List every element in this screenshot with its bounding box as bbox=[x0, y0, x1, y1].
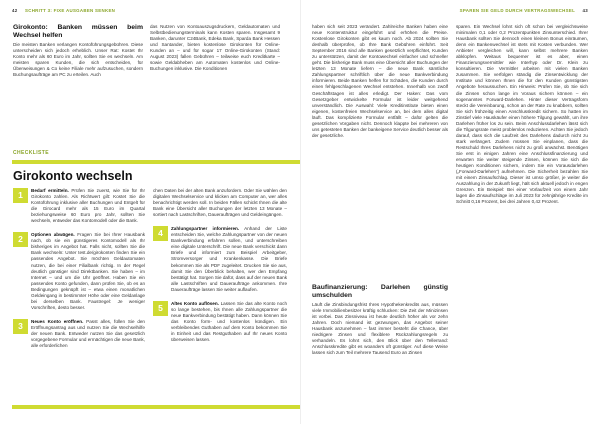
section-body: Läuft die Zinsbindungsfrist Ihres Hypothekenkredits aus, müssen viele Immobilienbesitzer kräftig schlucken: Die Zeit der Minizinsen ist vorbei. Das Zinsniveau ist heute deutlich höher als vor zehn Jahren. Doch niemand ist gezwungen, das Angebot seiner Hausbank anzunehmen – fast immer besteht die Chance, über niedrigere Zinsen und flexiblere Rückzahlungsregeln zu verhandeln. Es lohnt sich, den Blick über den Tellerrand: Anschlusskredite gibt es woanders oft günstiger. Auf diese Weise lassen sich zum Teil mehrere Tausend Euro an Zinsen bbox=[312, 302, 448, 356]
checklist-step bbox=[13, 232, 145, 311]
left-running-title: SCHRITT 3: FIXE AUSGABEN SENKEN bbox=[25, 8, 116, 13]
section-girokonto-intro bbox=[13, 24, 143, 146]
step-lead: Optionen abwägen. bbox=[31, 232, 75, 238]
checklist-bottom-bar bbox=[12, 405, 300, 409]
checklist-step-continued bbox=[153, 188, 287, 218]
checklist-step bbox=[13, 188, 145, 224]
step-text: Fragen Sie bei Ihrer Hausbank nach, ob sie ein günstigeres Kontomodell als Ihr bisheriges im Angebot hat. Falls nicht, sollten Sie die Bank wechseln: Unter test.de/girokonten finden Sie ein passendes Angebot. Sie möchten Geldautomaten nutzen, die bei einer Filialbank richtig. In der Regel deutlich günstiger sind Direktbanken. Sie haben – im Internet – und um die Uhr geöffnet. Haben Sie ein passendes Konto gefunden, dann prüfen Sie, ob es an Bedingungen geknüpft ist – etwa einen monatlichen Geldeingang in bestimmter Höhe oder eine Geldanlage bei derselben Bank. Faustregel: Je weniger Vorschriften, desto besser. bbox=[31, 232, 145, 310]
section-kontowechsel-law bbox=[312, 24, 448, 276]
section-baufinanzierung-continued bbox=[456, 24, 588, 416]
right-running-title: SPAREN SIE GELD DURCH VERTRAGSWECHSEL bbox=[459, 8, 575, 13]
step-number-badge: 2 bbox=[13, 232, 28, 247]
checklist-label: CHECKLISTE bbox=[13, 150, 49, 156]
step-number-badge: 5 bbox=[153, 301, 168, 316]
right-page-number: 43 bbox=[582, 8, 588, 13]
checklist-title: Girokonto wechseln bbox=[13, 169, 133, 183]
step-lead: Neues Konto eröffnen. bbox=[31, 318, 84, 324]
section-heading: Girokonto: Banken müssen beim Wechsel helfen bbox=[13, 24, 143, 39]
right-page-header bbox=[460, 8, 588, 13]
checklist-step bbox=[153, 301, 287, 343]
section-body: Die meisten Banken verlangen Kontoführungsgebühren. Diese unterscheiden sich jedoch erheblich. Unser Rat: Kostet Ihr Konto mehr als 60 Euro im Jahr, sollten Sie es wechseln. Am meisten sparen Kunden, die sich entscheiden, für Überweisungen & Co keine Filiale mehr aufzusuchen, sondern Buchungsaufträge am PC zu erteilen. Auch bbox=[13, 42, 143, 78]
checklist-column-left bbox=[13, 188, 145, 400]
page-gutter bbox=[300, 0, 301, 424]
step-text: Lassen Sie das alte Konto noch so lange bestehen, bis Ihnen alle Zahlungspartner die neue Bankverbindung bestätigt haben. Dann können Sie das Konto form- und kostenlos kündigen. Ein verbleibendes Guthaben auf dem Konto bekommen Sie in Einheit und das Restguthaben auf Ihr neues Konto überweisen lassen. bbox=[171, 300, 287, 343]
step-text: chen Daten bei der alten Bank anzufordern. Oder Sie wählen den digitalen Wechselservice und klicken am Computer an, wer alles benachrichtigt werden soll. In beiden Fällen schickt Ihnen die alte Bank eine Übersicht aller Buchungen der letzten 13 Monate – sortiert nach Lastschriften, Daueraufträgen und Geldeingängen. bbox=[153, 188, 287, 218]
step-lead: Zahlungspartner informieren. bbox=[171, 226, 240, 232]
step-lead: Bedarf ermitteln. bbox=[31, 188, 69, 193]
section-body: sparen. Ein Wechsel lohnt sich oft schon bei vergleichsweise minimalen 0,1 oder 0,2 Prozentpunkten Zinsunterschied. Ihrer Hausbank sollten Sie dennoch einen kleinen Bonus einräumen, denn ein Bankenwechsel ist stets mit Kosten verbunden. Wer Anbieter vergleichen will, kann selbst mehrere Banken abklopfen. Weitaus bequemer ist es aber, einen Finanzierungsvermittler wie Interhyp oder Dr. Klein zu konsultieren. Die Vermittler arbeiten mit vielen Banken zusammen. Sie verfolgen ständig die Zinsentwicklung der Institute und können Ihnen die für den Kunden günstigsten Angebote heraussuchen. Ein Hinweis: Prüfen Sie, ob Sie sich die Zinsen schon lange im Voraus sichern können – ein sogenanntes Forward-Darlehen. Hinter dieser Vertragsform steckt die Vereinbarung, schon an der Rate zu knabbern, sollten Sie sich frühzeitig einen Anschlusskredit sichern. So hatten im Zinstief viele Hauskäufer einen höhere Tilgung gewählt, um ihre Darlehen früher los zu sein. Beim Anschlussdarlehen lässt sich die Tilgungsrate meist problemlos reduzieren. Achten Sie jedoch darauf, dass sich die Laufzeit des Darlehens dadurch nicht zu stark verlängert. Zudem müssen Sie einplanen, dass die Restschuld Ihres Darlehens nicht zu groß anwächst. Benötigen Sie erst in einigen Jahren eine Anschlussfinanzierung und erwarten Sie weiter steigende Zinsen, können Sie sich die heutigen Konditionen sichern, indem Sie ein Vorausdarlehen („Forward-Darlehen“) aufnehmen. Die Sicherheit bezahlen Sie mit einem Zinsaufschlag. Dieser ist umso größer, je weiter die Auszahlung in der Zukunft liegt, hält sich aktuell jedoch in engen Grenzen. Ein Beispiel: Bei einer Vorlaufzeit von einem Jahr lagen die Zinsaufschläge im Juli 2023 für zehnjährige Kredite im Schnitt 0,16 Prozent, bei drei Jahren 0,42 Prozent. bbox=[456, 24, 588, 205]
step-number-badge: 1 bbox=[13, 188, 28, 203]
step-number-badge: 3 bbox=[13, 319, 28, 334]
section-body: haben sich seit 2023 verändert. Zahlreiche Banken haben eine neue Kontenstruktur eingeführt und erhöhen die Preise. Kostenlose Girokonten gibt es kaum noch. Ab 2024 sollten Sie deshalb überprüfen, ob Ihre Bank Gebühren einführt. Seit September 2016 sind alle Banken gesetzlich verpflichtet, Kunden zu unterstützen, damit der Kontowechsel einfacher und schneller geht. Die bisherige Bank muss eine Übersicht aller Buchungen der letzten 13 Monate liefern – die neue Bank sämtliche Zahlungspartner schriftlich über die neue Bankverbindung informieren. Beide Banken helfen für Schäden, die Kunden durch einen fehlgeschlagenen Wechsel entstehen. Innerhalb von zwölf Geschäftstagen ist alles erledigt. Der Haken: Das vom Gesetzgeber entwickelte Formular ist leider weitgehend unverständlich. Die Auswahl: Viele Kreditinstitute bieten einen eigenen, kostenfreien Wechselservice an, bei dem alles digital läuft. Das komplizierte Formular entfällt – dafür gelten die gesetzlichen Vorgaben nicht. Dennoch klappte bei mehreren von uns getesteten Banken der bankeigene Service deutlich besser als der gesetzliche. bbox=[312, 24, 448, 138]
section-girokonto-continued bbox=[150, 24, 280, 146]
step-text: Prüfen Sie zuerst, wie Sie für Ihr Girokonto zahlen. Als Richtwert gilt: Kostet Sie die Kontoführung inklusive aller Buchungen und Entgelt für die Girocard mehr als 15 Euro im Quartal beziehungsweise 60 Euro pro Jahr, sollten Sie wechseln, entweder das Kontomodell oder die Bank. bbox=[31, 188, 145, 224]
left-page-header bbox=[12, 8, 115, 13]
checklist-column-right bbox=[153, 188, 287, 400]
checklist-step bbox=[153, 226, 287, 293]
checklist-step bbox=[13, 319, 145, 349]
step-text: Passt alles, füllen Sie den Eröffnungsantrag aus und nutzen Sie die Wechselhilfe der neuen Bank. Entweder nutzen Sie das gesetzlich vorgegebene Formular und ermächtigen die neue Bank, alle erforderlichen bbox=[31, 318, 145, 349]
step-text: Anhand der Liste entscheiden Sie, welche Zahlungspartner von der neuen Bankverbindung erfahren sollen, und unterschreiben eine digitale Unterschrift. Die neue Bank verschickt dann Briefe und informiert zum Beispiel Arbeitgeber, Stromversorger und Krankenkasse. Die Briefe bekommen Sie als PDF zugeleitet. Drucken Sie sie aus, damit Sie den Überblick behalten, wer den Empfang bestätigt hat. Sorgen Sie dafür, dass auf der neuen Bank alle Lastschriften und Daueraufträge ankommen. Ihre Daueraufträge lassen Sie weiter auflaufen. bbox=[171, 226, 287, 292]
section-baufinanzierung bbox=[312, 284, 448, 414]
section-body: das Nutzen von Kontoauszugsdruckern, Geldautomaten und Selbstbedienungsterminals kann Kosten sparen. Insgesamt 9 Banken, darunter C24Bank, Edeka Bank, Sparda Bank Hessen und Santander, bieten kostenlose Girokonten für Online-Kunden an – und für sogar 17 Online-Girokonten (Stand: August 2023) fallen Gebühren – teilweise euch Kreditkarte – sowie Geldabheben am Automaten kostenlos und Online-Buchungen inklusive. Die Konditionen bbox=[150, 24, 280, 72]
section-heading: Baufinanzierung: Darlehen günstig umschulden bbox=[312, 284, 448, 299]
step-number-badge: 4 bbox=[153, 226, 168, 241]
checklist-top-bar bbox=[12, 160, 300, 164]
step-lead: Altes Konto auflösen. bbox=[171, 300, 219, 306]
left-page-number: 42 bbox=[12, 8, 18, 13]
